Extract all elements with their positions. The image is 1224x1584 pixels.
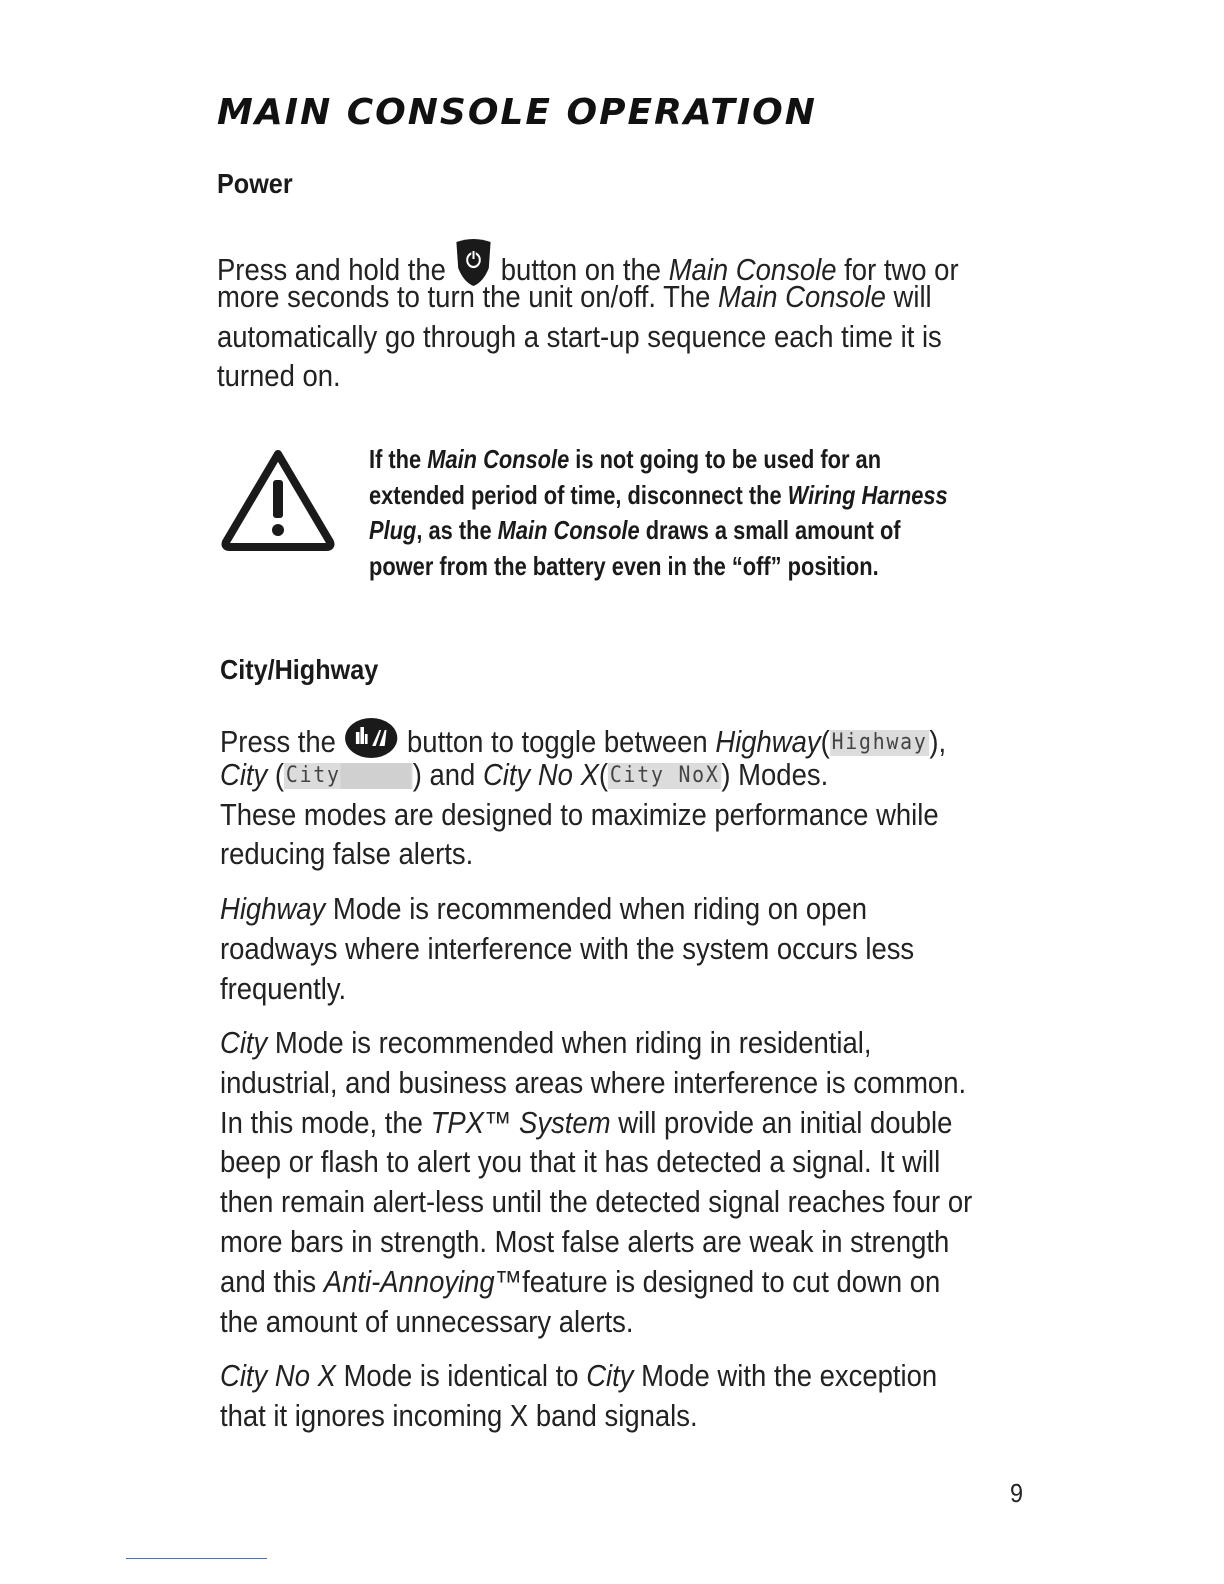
text-line: reducing false alerts. [220, 837, 474, 872]
text-line: that it ignores incoming X band signals. [220, 1398, 698, 1433]
text-line: If the Main Console is not going to be used for an [369, 444, 882, 474]
text-line: City No X Mode is identical to City Mode with the exception [220, 1359, 938, 1393]
page-number: 9 [1010, 1478, 1024, 1508]
city-nox-mode-paragraph [220, 1357, 937, 1437]
city-mode-paragraph [220, 1024, 972, 1342]
power-heading: Power [217, 168, 293, 199]
text-line: Press the button to toggle between Highway(Highway), [220, 716, 946, 756]
city-highway-heading: City/Highway [220, 654, 379, 685]
text-line: These modes are designed to maximize performance while [220, 797, 939, 832]
text-line: Press and hold the button on the Main Console for two or [217, 238, 959, 278]
text-line: Plug, as the Main Console draws a small amount of [369, 515, 901, 545]
footer-rule [126, 1558, 267, 1559]
text-line: more bars in strength. Most false alerts are weak in strength [220, 1224, 950, 1259]
text-line: frequently. [220, 971, 347, 1006]
warning-note [369, 442, 948, 584]
text-line: industrial, and business areas where interference is common. [220, 1065, 967, 1100]
text-line: City Mode is recommended when riding in residential, [220, 1026, 872, 1060]
text-line: Highway Mode is recommended when riding on open [220, 892, 867, 926]
text-line: power from the battery even in the “off” position. [369, 550, 879, 581]
warning-triangle-icon [218, 446, 338, 552]
text-line: and this Anti-Annoying™feature is designed to cut down on [220, 1264, 941, 1299]
text-line: extended period of time, disconnect the Wiring Harness [369, 479, 948, 510]
text-line: City (City ) and City No X(City NoX) Modes. [220, 757, 829, 792]
lcd-highway-display: Highway [831, 730, 928, 755]
power-paragraph [217, 238, 959, 397]
city-highway-button-icon [344, 716, 400, 760]
lcd-city-display: City [284, 763, 413, 789]
text-line: the amount of unnecessary alerts. [220, 1304, 634, 1339]
highway-mode-paragraph [220, 890, 914, 1009]
text-line: turned on. [217, 359, 341, 394]
text-line: automatically go through a start-up sequence each time it is [217, 319, 942, 354]
text-line: beep or flash to alert you that it has detected a signal. It will [220, 1145, 941, 1180]
text-line: then remain alert-less until the detected signal reaches four or [220, 1185, 973, 1220]
text-line: roadways where interference with the system occurs less [220, 931, 915, 966]
city-highway-paragraph [220, 716, 946, 875]
page-title: MAIN CONSOLE OPERATION [217, 92, 817, 133]
text-line: more seconds to turn the unit on/off. The Main Console will [217, 279, 932, 314]
text-line: In this mode, the TPX™ System will provide an initial double [220, 1105, 953, 1140]
lcd-city-nox-display: City NoX [609, 762, 720, 788]
